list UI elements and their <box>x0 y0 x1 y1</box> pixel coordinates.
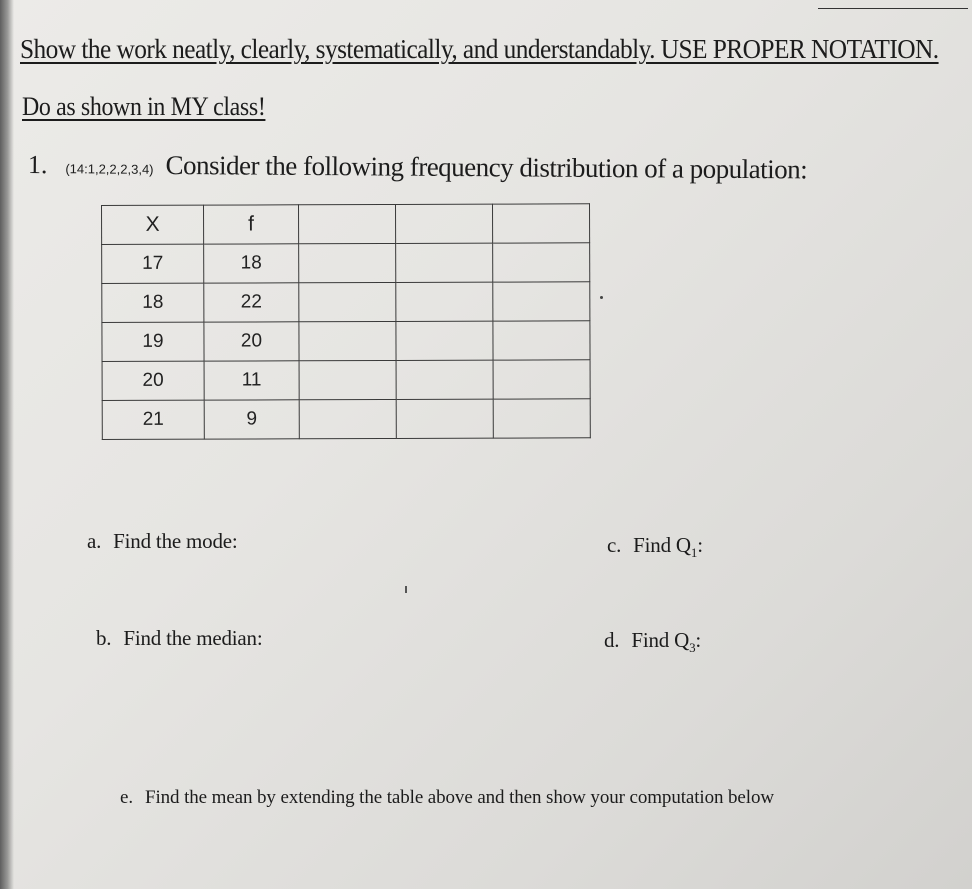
photo-edge <box>0 0 14 889</box>
table-row <box>102 360 590 401</box>
cell-x: 17 <box>102 244 204 283</box>
question-text: Find the mean by extending the table above and then show your computation below <box>144 787 774 808</box>
instructions-subheading: Do as shown in MY class! <box>22 92 266 121</box>
problem-statement <box>28 149 808 185</box>
cell-blank <box>396 321 493 360</box>
cell-blank <box>299 321 396 360</box>
question-letter: c. <box>607 533 622 557</box>
cell-blank <box>299 243 396 282</box>
question-letter: a. <box>87 529 102 553</box>
problem-text: Consider the following frequency distribution of a population: <box>165 149 808 185</box>
frequency-table <box>101 203 591 440</box>
problem-number: 1. <box>27 149 48 180</box>
question-e <box>120 787 774 809</box>
question-letter: e. <box>120 787 133 808</box>
question-text: Find Q <box>633 533 691 557</box>
cell-blank <box>299 282 396 321</box>
cell-blank <box>493 282 590 321</box>
cell-f: 18 <box>204 244 299 283</box>
cell-f: 20 <box>204 322 299 361</box>
question-subscript: 1 <box>690 545 698 561</box>
paper-speck <box>405 586 407 593</box>
table-row <box>102 243 590 284</box>
table-row <box>102 399 590 440</box>
cell-blank <box>396 282 493 321</box>
question-text: Find the mode: <box>113 529 238 553</box>
question-b <box>96 626 262 651</box>
table-header-row <box>102 204 590 245</box>
question-text: Find Q <box>631 628 690 652</box>
question-letter: b. <box>96 626 112 650</box>
cell-blank <box>396 243 493 282</box>
table-row <box>102 282 590 323</box>
question-letter: d. <box>604 628 620 652</box>
cell-blank <box>493 321 590 360</box>
header-x: X <box>102 205 204 244</box>
cell-blank <box>299 399 396 438</box>
instructions-heading: Show the work neatly, clearly, systematically, and understandably. USE PROPER NOTATION. <box>20 34 939 64</box>
question-a <box>87 529 238 554</box>
cell-blank <box>493 243 590 282</box>
header-blank <box>395 204 492 243</box>
name-blank-line <box>818 8 968 9</box>
cell-x: 19 <box>102 322 204 361</box>
cell-blank <box>493 360 590 399</box>
question-subscript: 3 <box>689 640 696 656</box>
header-f: f <box>204 205 299 244</box>
problem-points: (14:1,2,2,2,3,4) <box>65 161 154 177</box>
header-blank <box>492 204 589 243</box>
cell-x: 20 <box>102 361 204 400</box>
question-d <box>604 628 701 656</box>
question-suffix: : <box>695 628 702 652</box>
question-c <box>607 533 703 561</box>
cell-x: 18 <box>102 283 204 322</box>
cell-f: 9 <box>204 400 299 439</box>
cell-f: 11 <box>204 361 299 400</box>
cell-f: 22 <box>204 283 299 322</box>
cell-blank <box>396 399 493 438</box>
cell-blank <box>493 399 590 438</box>
cell-blank <box>299 360 396 399</box>
cell-blank <box>396 360 493 399</box>
table-row <box>102 321 590 362</box>
header-blank <box>299 204 396 243</box>
cell-x: 21 <box>102 400 204 439</box>
question-text: Find the median: <box>123 626 263 650</box>
question-suffix: : <box>697 533 703 557</box>
paper-speck <box>600 296 603 299</box>
